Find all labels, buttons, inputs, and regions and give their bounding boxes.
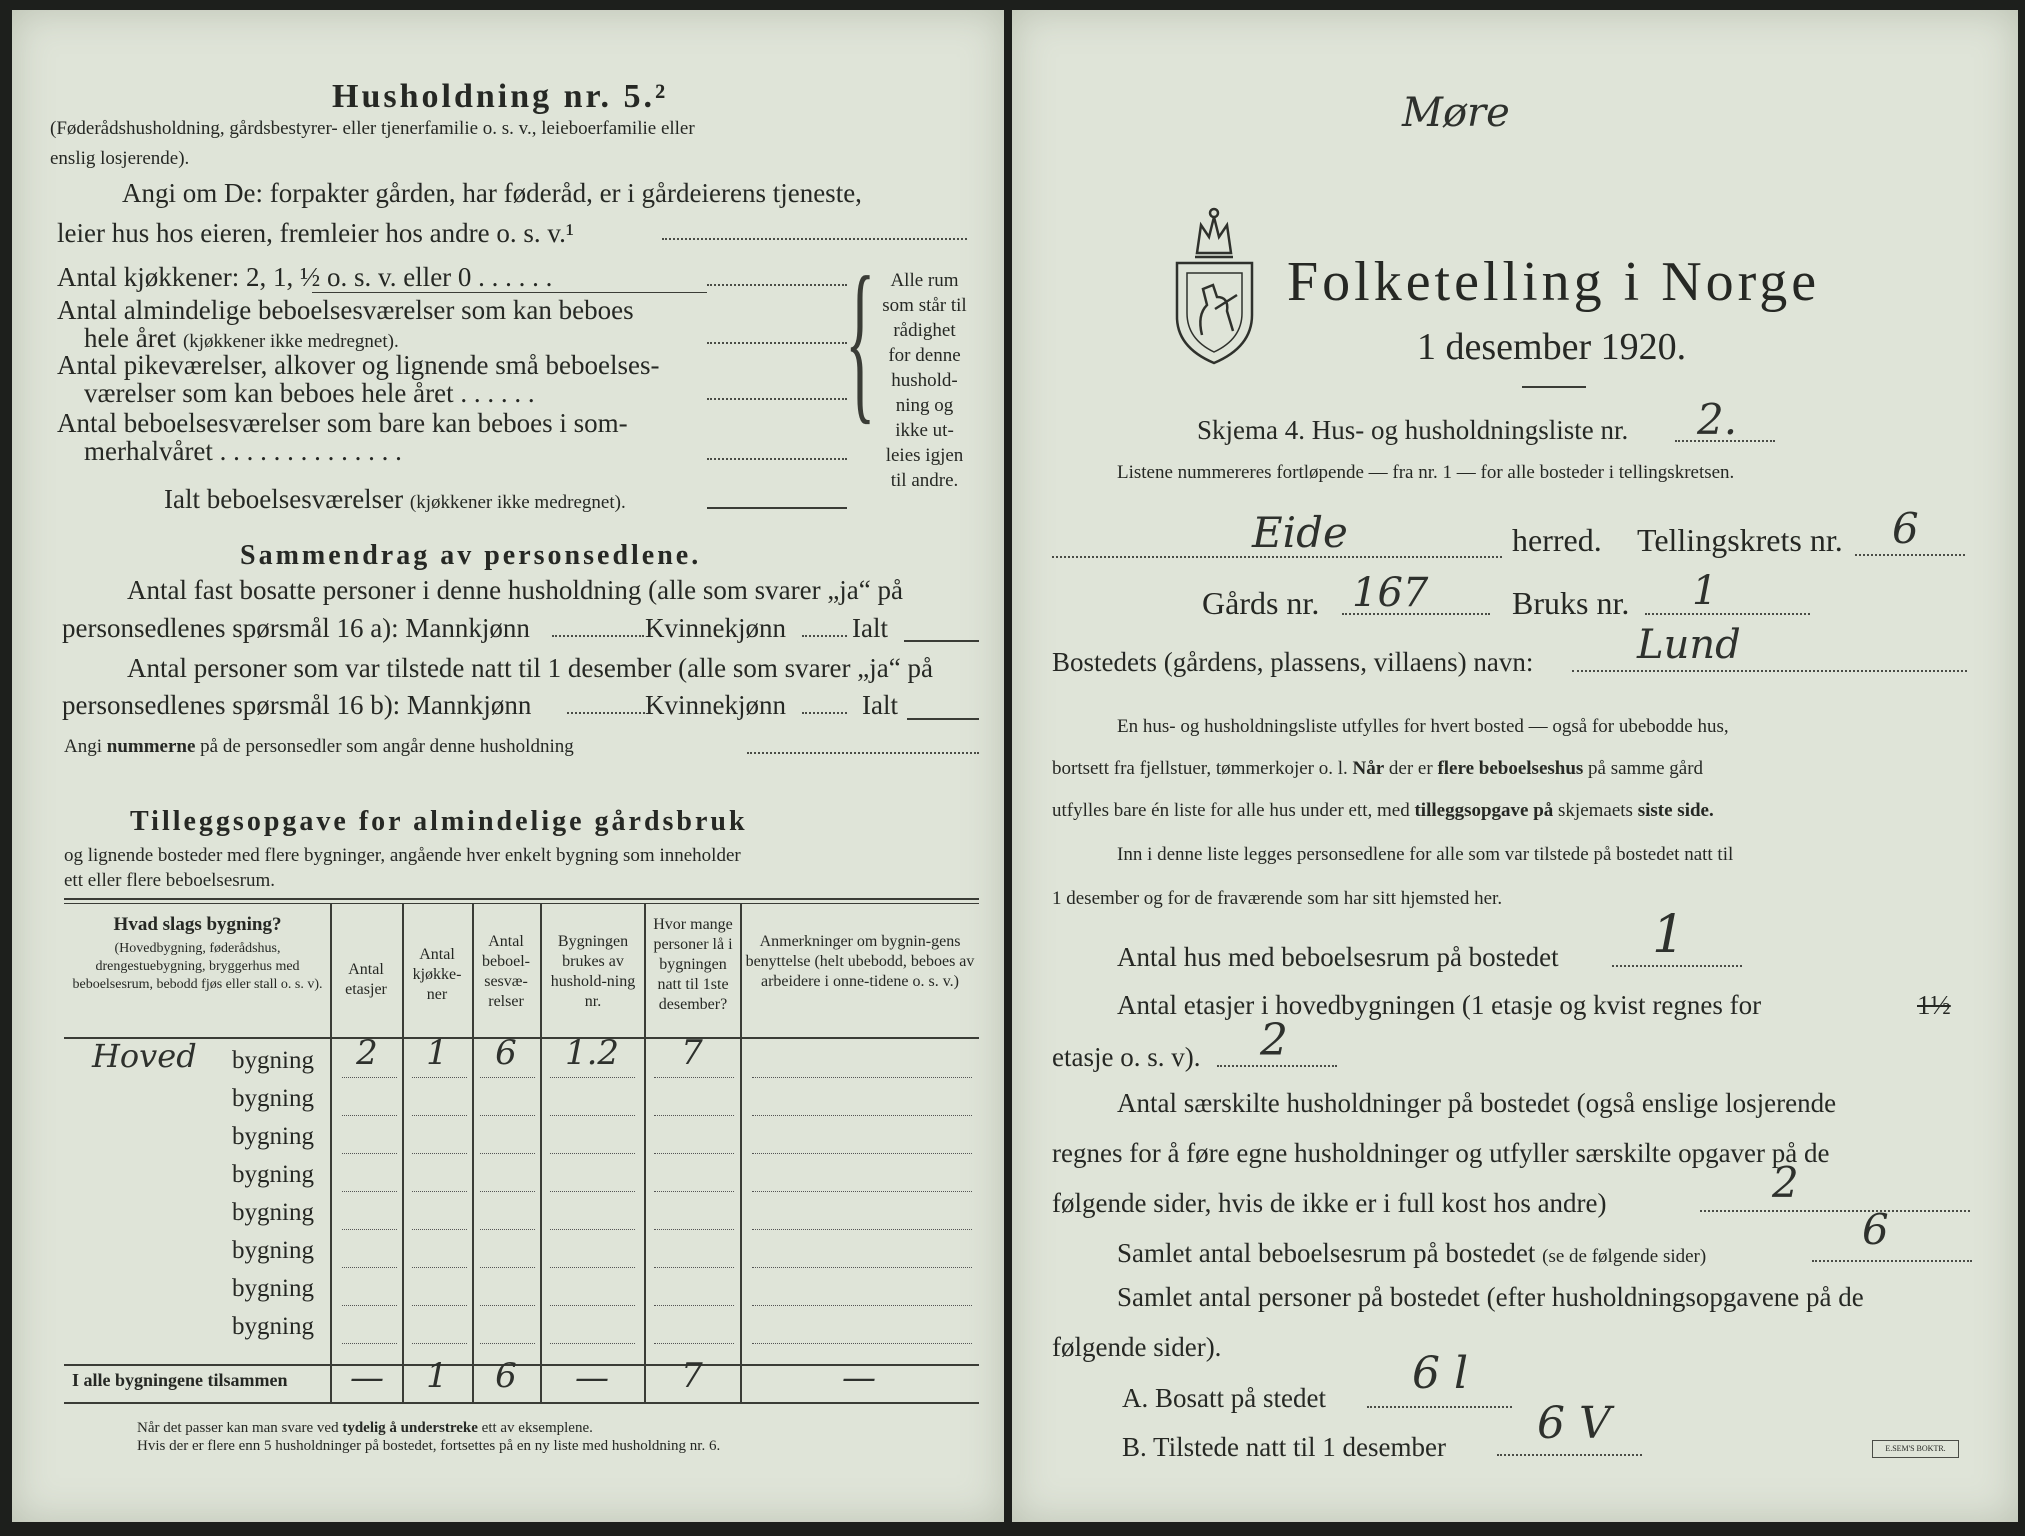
total-personer: 7 <box>681 1356 703 1396</box>
row-cell-line <box>752 1077 972 1078</box>
row-cell-line <box>550 1191 635 1192</box>
saer-line-1: Antal særskilte husholdninger på bostedet (også enslige losjerende <box>1117 1088 1837 1118</box>
fast-line-2c: Ialt <box>852 613 888 643</box>
bruks-value: 1 <box>1692 568 1718 614</box>
saer-line-2: regnes for å føre egne husholdninger og utfyller særskilte opgaver på de <box>1052 1138 1830 1168</box>
etasjer-line-2: etasje o. s. v). <box>1052 1042 1201 1072</box>
fast-ialt-line <box>904 640 979 642</box>
row-cell-personer: 7 <box>681 1033 703 1073</box>
col-header-personer: Hvor mange personer lå i bygningen natt til 1ste desember? <box>653 916 733 1013</box>
census-title: Folketelling i Norge <box>1287 251 1821 313</box>
b-label: B. Tilstede natt til 1 desember <box>1122 1432 1446 1462</box>
row-cell-line <box>342 1267 397 1268</box>
row-cell-husholdning: 1.2 <box>564 1033 620 1073</box>
instr-line-3 <box>1052 800 1714 822</box>
sammendrag-title: Sammendrag av personsedlene. <box>240 540 702 571</box>
right-page <box>1012 10 2018 1522</box>
tilst-line-2c: Ialt <box>862 690 898 720</box>
household-subtitle-2: enslig losjerende). <box>50 148 190 169</box>
bosted-value: Lund <box>1637 622 1741 668</box>
instr-3a: utfylles bare én liste for alle hus under ett, med <box>1052 800 1410 821</box>
tilst-ialt-line <box>907 718 979 720</box>
angi-answer-line <box>662 238 967 240</box>
row-label: bygning <box>232 1199 314 1226</box>
row-cell-line <box>480 1191 535 1192</box>
gards-label: Gårds nr. <box>1202 585 1320 621</box>
instr-line-2 <box>1052 758 1703 780</box>
row-cell-line <box>342 1153 397 1154</box>
bosted-line <box>1572 670 1967 672</box>
a-line <box>1367 1406 1512 1408</box>
row-cell-line <box>550 1153 635 1154</box>
gards-value: 167 <box>1352 570 1429 616</box>
census-date: 1 desember 1920. <box>1417 326 1687 368</box>
brace: { <box>845 240 876 439</box>
row-cell-line <box>550 1343 635 1344</box>
alm-answer-line <box>707 342 847 344</box>
instr-2e: på samme gård <box>1588 758 1704 779</box>
instr-2c: der er <box>1388 758 1433 779</box>
col-header-kjokkener: Antal kjøkke-ner <box>412 946 462 1003</box>
side-note-line: Alle rum <box>890 270 959 291</box>
row-cell-line <box>342 1229 397 1230</box>
side-note-line: rådighet <box>893 320 956 341</box>
row-cell-line <box>412 1229 467 1230</box>
row-cell-line <box>480 1343 535 1344</box>
nummerne-a: Angi <box>64 736 102 757</box>
b-value: 6 V <box>1537 1398 1611 1449</box>
row-cell-line <box>412 1343 467 1344</box>
row-cell-line <box>480 1305 535 1306</box>
household-title: Husholdning nr. 5.² <box>332 78 669 115</box>
tillegg-title: Tilleggsopgave for almindelige gårdsbruk <box>130 806 748 837</box>
row-cell-line <box>654 1115 734 1116</box>
side-note-line: til andre. <box>890 470 959 491</box>
pike-line-1: Antal pikeværelser, alkover og lignende små beboelses- <box>57 350 660 380</box>
samlet-pers-line-2: følgende sider). <box>1052 1332 1222 1362</box>
ialt-label <box>164 484 626 515</box>
herred-label: herred. <box>1512 522 1602 558</box>
bruks-label: Bruks nr. <box>1512 585 1630 621</box>
footnote-1c: ett av eksemplene. <box>481 1420 593 1436</box>
footnote-line-1 <box>137 1420 593 1437</box>
col-header-vaerelser: Antal beboel-sesvæ-relser <box>482 933 530 1010</box>
household-subtitle-1: (Føderådshusholdning, gårdsbestyrer- eller tjenerfamilie o. s. v., leieboerfamilie eller <box>50 118 695 139</box>
kjokkener-underline <box>312 292 707 293</box>
row-label: bygning <box>232 1161 314 1188</box>
row-cell-line <box>654 1267 734 1268</box>
b-line <box>1497 1454 1642 1456</box>
table-col-divider <box>644 903 646 1402</box>
row-cell-line <box>752 1191 972 1192</box>
total-anm: — <box>842 1358 876 1398</box>
sommer-answer-line <box>707 458 847 460</box>
samlet-rum-value: 6 <box>1862 1205 1889 1254</box>
skjema-value: 2. <box>1697 395 1738 444</box>
hus-label: Antal hus med beboelsesrum på bostedet <box>1117 942 1559 972</box>
instr-line-4: Inn i denne liste legges personsedlene for alle som var tilstede på bostedet natt til <box>1117 844 1734 865</box>
side-note-line: ikke ut- <box>895 420 954 441</box>
row-cell-line <box>752 1229 972 1230</box>
row-label: bygning <box>232 1047 314 1074</box>
row-cell-line <box>412 1153 467 1154</box>
total-kjokkener: 1 <box>426 1356 448 1396</box>
row-cell-line <box>342 1305 397 1306</box>
row-cell-line <box>412 1267 467 1268</box>
fast-line-1: Antal fast bosatte personer i denne husholdning (alle som svarer „ja“ på <box>127 575 903 605</box>
nummerne-line <box>64 736 574 758</box>
instr-2a: bortsett fra fjellstuer, tømmerkojer o. l. <box>1052 758 1348 779</box>
row-cell-line <box>550 1229 635 1230</box>
total-husholdning: — <box>575 1358 609 1398</box>
row-cell-line <box>412 1305 467 1306</box>
coat-of-arms-icon <box>1167 205 1262 365</box>
side-note-line: ning og <box>895 395 954 416</box>
col-header-husholdning: Bygningen brukes av hushold-ning nr. <box>550 933 636 1010</box>
row-cell-line <box>342 1115 397 1116</box>
row-cell-line <box>752 1115 972 1116</box>
row-cell-line <box>480 1229 535 1230</box>
bosted-label: Bostedets (gårdens, plassens, villaens) navn: <box>1052 647 1534 677</box>
alm-line-1: Antal almindelige beboelsesværelser som kan beboes <box>57 295 634 325</box>
nummerne-answer-line <box>747 752 979 754</box>
tilst-line-2b: Kvinnekjønn <box>645 690 786 720</box>
pike-answer-line <box>707 398 847 400</box>
angi-line-1: Angi om De: forpakter gården, har føderåd, er i gårdeierens tjeneste, <box>122 178 862 208</box>
total-label: I alle bygningene tilsammen <box>72 1370 288 1390</box>
ialt-label-text: Ialt beboelsesværelser <box>164 484 404 514</box>
a-value: 6 l <box>1412 1348 1469 1399</box>
col-header-etasjer: Antal etasjer <box>345 961 387 998</box>
nummerne-c: på de personsedler som angår denne husholdning <box>200 736 574 757</box>
instr-3c: skjemaets <box>1558 800 1633 821</box>
a-label: A. Bosatt på stedet <box>1122 1383 1326 1413</box>
table-col-divider <box>540 903 542 1402</box>
side-note <box>867 268 982 493</box>
etasjer-value: 2 <box>1260 1015 1288 1066</box>
bruks-line <box>1645 613 1810 615</box>
row-cell-line <box>654 1191 734 1192</box>
tillegg-line-2: ett eller flere beboelsesrum. <box>64 870 276 891</box>
row-cell-line <box>550 1077 635 1078</box>
samlet-rum-small: (se de følgende sider) <box>1542 1246 1707 1267</box>
row-cell-vaerelser: 6 <box>495 1033 517 1073</box>
samlet-rum-label: Samlet antal beboelsesrum på bostedet <box>1117 1238 1536 1268</box>
samlet-rum-line-blank <box>1812 1260 1972 1262</box>
hus-value: 1 <box>1652 905 1686 965</box>
row-cell-line <box>480 1267 535 1268</box>
side-note-line: hushold- <box>891 370 958 391</box>
row-cell-line <box>752 1343 972 1344</box>
saer-value: 2 <box>1772 1158 1799 1207</box>
total-etasjer: — <box>350 1358 384 1398</box>
table-top-rule-2 <box>64 903 979 904</box>
samlet-rum-line <box>1117 1238 1706 1269</box>
row-cell-line <box>654 1343 734 1344</box>
row-cell-line <box>752 1305 972 1306</box>
tellingskrets-label: Tellingskrets nr. <box>1637 522 1843 558</box>
sommer-line-2: merhalvåret . . . . . . . . . . . . . . <box>84 436 402 466</box>
table-col-divider <box>330 903 332 1402</box>
etasjer-line-1: Antal etasjer i hovedbygningen (1 etasje og kvist regnes for <box>1117 990 1762 1020</box>
row-cell-line <box>480 1153 535 1154</box>
footnote-1a: Når det passer kan man svare ved <box>137 1420 339 1436</box>
col-header-anmerkninger: Anmerkninger om bygnin-gens benyttelse (helt ubebodd, beboes av arbeidere i onne-tidene o. s. v.) <box>745 933 975 990</box>
alm-line-2-small: (kjøkkener ikke medregnet). <box>182 331 399 352</box>
row-cell-line <box>342 1077 397 1078</box>
etasjer-struck: 1½ <box>1917 990 1951 1020</box>
saer-line-3: følgende sider, hvis de ikke er i full kost hos andre) <box>1052 1188 1607 1218</box>
row-cell-line <box>550 1115 635 1116</box>
tilst-mann-line <box>567 712 645 714</box>
left-page <box>12 10 1004 1522</box>
footnote-1b: tydelig å understreke <box>342 1420 478 1436</box>
row-label: bygning <box>232 1085 314 1112</box>
handwritten-region: Møre <box>1402 90 1510 136</box>
ialt-answer-line <box>707 507 847 509</box>
table-col-divider <box>740 903 742 1402</box>
angi-line-2: leier hus hos eieren, fremleier hos andre o. s. v.¹ <box>57 218 574 248</box>
row-cell-line <box>480 1077 535 1078</box>
tilst-line-1: Antal personer som var tilstede natt til 1 desember (alle som svarer „ja“ på <box>127 653 933 683</box>
hus-line <box>1612 965 1742 967</box>
row-label: bygning <box>232 1237 314 1264</box>
row-building-name: Hoved <box>92 1037 197 1075</box>
row-label: bygning <box>232 1123 314 1150</box>
fast-mann-line <box>552 635 644 637</box>
total-vaerelser: 6 <box>495 1356 517 1396</box>
herred-value: Eide <box>1252 508 1348 557</box>
skjema-label: Skjema 4. Hus- og husholdningsliste nr. <box>1197 415 1629 445</box>
fast-kvinne-line <box>802 635 847 637</box>
tilst-kvinne-line <box>802 712 847 714</box>
row-cell-line <box>550 1305 635 1306</box>
kjokkener-label: Antal kjøkkener: 2, 1, ½ o. s. v. eller 0 . . . . . . <box>57 262 553 292</box>
row-cell-line <box>654 1077 734 1078</box>
row-label: bygning <box>232 1275 314 1302</box>
footnote-line-2: Hvis der er flere enn 5 husholdninger på bostedet, fortsettes på en ny liste med husholdning nr. 6. <box>137 1438 721 1454</box>
tellingskrets-line <box>1855 554 1965 556</box>
tillegg-line-1: og lignende bosteder med flere bygninger, angående hver enkelt bygning som inneholder <box>64 845 741 866</box>
row-cell-line <box>412 1115 467 1116</box>
listene-note: Listene nummereres fortløpende — fra nr. 1 — for alle bosteder i tellingskretsen. <box>1117 462 1735 483</box>
col-header-type: Hvad slags bygning? <box>113 914 282 935</box>
row-cell-line <box>654 1153 734 1154</box>
alm-line-2-text: hele året <box>84 323 177 353</box>
row-cell-line <box>342 1343 397 1344</box>
col-header-type-sub: (Hovedbygning, føderådshus, drengestuebygning, bryggerhus med beboelsesrum, bebodd fjøs eller stall o. s. v). <box>72 941 323 992</box>
row-cell-etasjer: 2 <box>356 1033 378 1073</box>
kjokkener-answer-line <box>707 284 847 286</box>
row-cell-line <box>480 1115 535 1116</box>
nummerne-b: nummerne <box>106 736 196 757</box>
row-cell-line <box>752 1153 972 1154</box>
row-cell-line <box>752 1267 972 1268</box>
row-cell-line <box>550 1267 635 1268</box>
instr-line-5: 1 desember og for de fraværende som har sitt hjemsted her. <box>1052 888 1503 909</box>
instr-3d: siste side. <box>1637 800 1714 821</box>
side-note-line: leies igjen <box>885 445 964 466</box>
tellingskrets-value: 6 <box>1892 504 1919 553</box>
printer-stamp: E.SEM'S BOKTR. <box>1872 1440 1959 1458</box>
fast-line-2a: personsedlenes spørsmål 16 a): Mannkjønn <box>62 613 530 643</box>
tilst-line-2a: personsedlenes spørsmål 16 b): Mannkjønn <box>62 690 532 720</box>
row-cell-line <box>342 1191 397 1192</box>
row-cell-line <box>654 1305 734 1306</box>
pike-line-2: værelser som kan beboes hele året . . . . . . <box>84 378 535 408</box>
row-cell-kjokkener: 1 <box>426 1033 448 1073</box>
instr-line-1: En hus- og husholdningsliste utfylles for hvert bosted — også for ubebodde hus, <box>1117 716 1729 737</box>
row-label: bygning <box>232 1313 314 1340</box>
title-rule <box>1522 386 1586 388</box>
instr-2d: flere beboelseshus <box>1437 758 1584 779</box>
fast-line-2b: Kvinnekjønn <box>645 613 786 643</box>
saer-line <box>1700 1210 1970 1212</box>
sommer-line-1: Antal beboelsesværelser som bare kan beboes i som- <box>57 408 628 438</box>
instr-3b: tilleggsopgave på <box>1414 800 1554 821</box>
samlet-pers-line-1: Samlet antal personer på bostedet (efter husholdningsopgavene på de <box>1117 1282 1864 1312</box>
side-note-line: for denne <box>888 345 961 366</box>
table-bottom-rule <box>64 1402 979 1404</box>
table-top-rule <box>64 898 979 900</box>
row-cell-line <box>412 1191 467 1192</box>
side-note-line: som står til <box>882 295 967 316</box>
row-cell-line <box>412 1077 467 1078</box>
ialt-label-small: (kjøkkener ikke medregnet). <box>409 492 626 513</box>
instr-2b: Når <box>1352 758 1385 779</box>
row-cell-line <box>654 1229 734 1230</box>
